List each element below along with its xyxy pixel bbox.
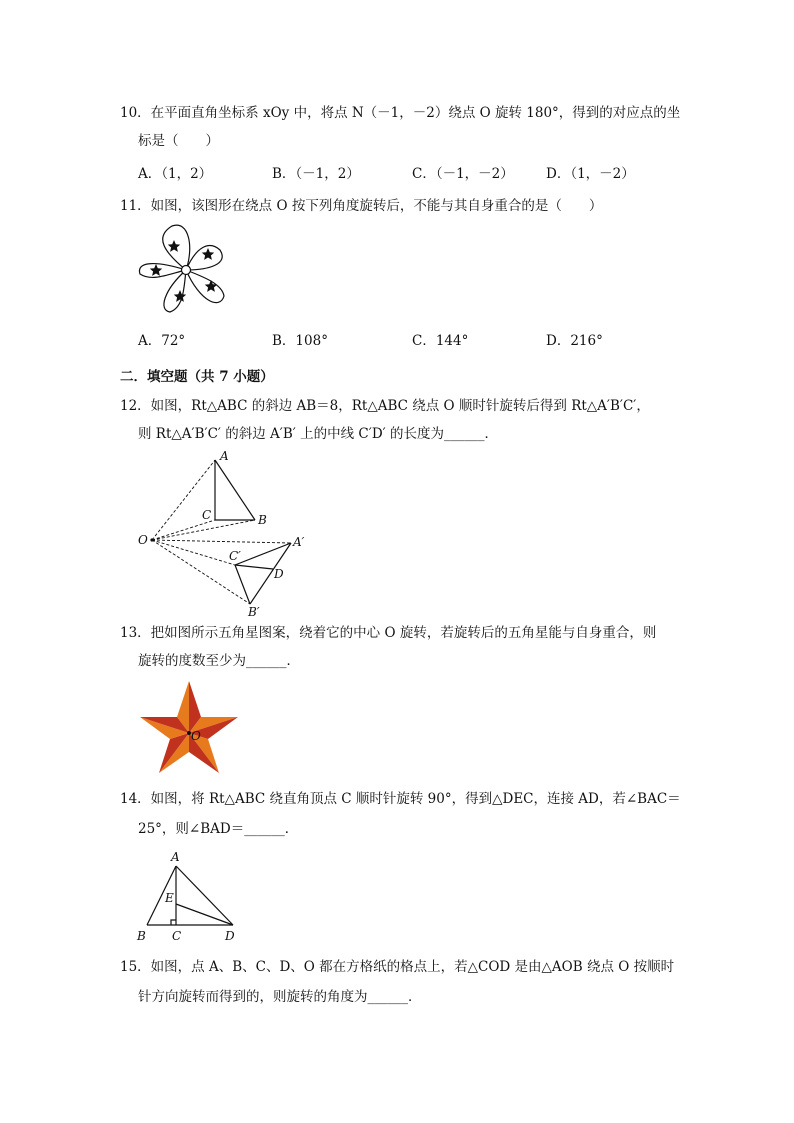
q11-option-a: A．72° xyxy=(138,333,186,349)
q10-stem-line1: 10．在平面直角坐标系 xOy 中，将点 N（－1，－2）绕点 O 旋转 180°，得到的对应点的坐 xyxy=(120,105,681,121)
q10-option-b: B．（－1，2） xyxy=(272,166,360,182)
q12-rotation-figure xyxy=(138,448,318,618)
q12-label-b-prime: B′ xyxy=(248,605,260,619)
q14-stem-line1: 14．如图，将 Rt△ABC 绕直角顶点 C 顺时针旋转 90°，得到△DEC，连接 AD，若∠BAC＝ xyxy=(120,791,681,807)
q12-label-o: O xyxy=(138,533,148,547)
q14-label-b: B xyxy=(137,929,146,943)
q15-stem-line2: 针方向旋转而得到的，则旋转的角度为______． xyxy=(138,989,422,1005)
q11-option-d: D．216° xyxy=(546,333,603,349)
q12-label-a-prime: A′ xyxy=(293,535,305,549)
q12-label-b: B xyxy=(258,513,267,527)
q14-label-c: C xyxy=(172,929,182,943)
section-fill-in-heading: 二．填空题（共 7 小题） xyxy=(120,369,274,385)
q13-label-o: O xyxy=(191,729,201,743)
q11-option-c: C．144° xyxy=(412,333,469,349)
q15-stem-line1: 15．如图，点 A、B、C、D、O 都在方格纸的格点上，若△COD 是由△AOB 绕点 O 按顺时 xyxy=(120,959,675,975)
q14-label-e: E xyxy=(165,891,174,905)
q10-option-d: D．（1，－2） xyxy=(546,166,635,182)
q12-label-c: C xyxy=(202,508,212,522)
q12-label-c-prime: C′ xyxy=(229,549,241,563)
q13-stem-line1: 13．把如图所示五角星图案，绕着它的中心 O 旋转，若旋转后的五角星能与自身重合，则 xyxy=(120,625,657,641)
q10-option-c: C．（－1，－2） xyxy=(412,166,514,182)
q13-stem-line2: 旋转的度数至少为______． xyxy=(138,653,300,669)
q14-triangle-figure xyxy=(134,846,244,946)
q11-flower-figure xyxy=(134,222,234,320)
q14-label-d: D xyxy=(225,929,235,943)
q14-stem-line2: 25°，则∠BAD＝______． xyxy=(138,821,299,837)
q10-stem-line2: 标是（ ） xyxy=(138,133,219,149)
q13-star-figure xyxy=(138,679,240,775)
q12-stem-line1: 12．如图，Rt△ABC 的斜边 AB＝8，Rt△ABC 绕点 O 顺时针旋转后得到 Rt△A′B′C′， xyxy=(120,398,650,414)
q14-label-a: A xyxy=(171,850,180,864)
q11-option-b: B．108° xyxy=(272,333,328,349)
q12-label-d: D xyxy=(274,567,284,581)
q10-option-a: A．（1，2） xyxy=(138,166,213,182)
q12-label-a: A xyxy=(220,449,229,463)
q12-stem-line2: 则 Rt△A′B′C′ 的斜边 A′B′ 上的中线 C′D′ 的长度为______． xyxy=(138,426,498,442)
q11-stem: 11．如图，该图形在绕点 O 按下列角度旋转后，不能与其自身重合的是（ ） xyxy=(120,198,603,214)
